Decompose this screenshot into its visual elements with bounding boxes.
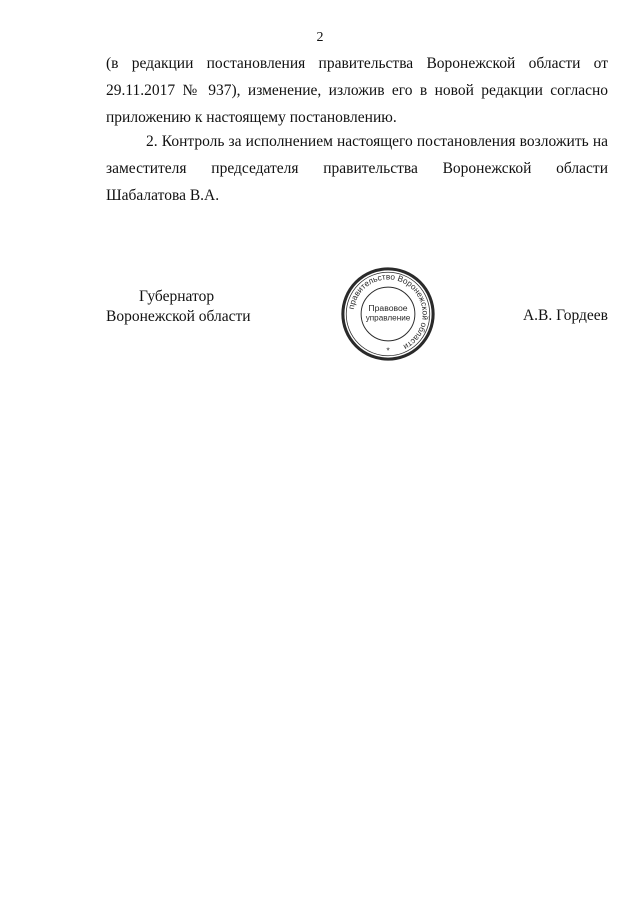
official-stamp	[340, 266, 436, 362]
paragraph-1	[106, 50, 608, 131]
signatory-name: А.В. Гордеев	[522, 307, 608, 324]
paragraph-1-line-2: 29.11.2017 № 937), изменение, изложив его в новой редакции согласно	[106, 82, 608, 99]
signatory-title	[106, 287, 251, 327]
paragraph-1-line-3: приложению к настоящему постановлению.	[106, 109, 397, 126]
stamp-ring-text: правительство Воронежской области	[346, 272, 430, 352]
paragraph-2-line-2: заместителя председателя правительства Воронежской области	[106, 160, 608, 177]
stamp-center-line-2: управление	[365, 313, 411, 323]
paragraph-2-line-1: 2. Контроль за исполнением настоящего постановления возложить на	[146, 133, 608, 150]
stamp-center-line-1: Правовое	[368, 303, 408, 314]
signatory-position: Губернатор	[139, 288, 215, 305]
stamp-star-icon: *	[386, 345, 390, 356]
paragraph-2-line-3: Шабалатова В.А.	[106, 187, 220, 204]
page-number: 2	[316, 30, 324, 45]
paragraph-2	[106, 128, 608, 209]
signatory-region: Воронежской области	[106, 308, 251, 325]
paragraph-1-line-1: (в редакции постановления правительства Воронежской области от	[106, 55, 608, 72]
